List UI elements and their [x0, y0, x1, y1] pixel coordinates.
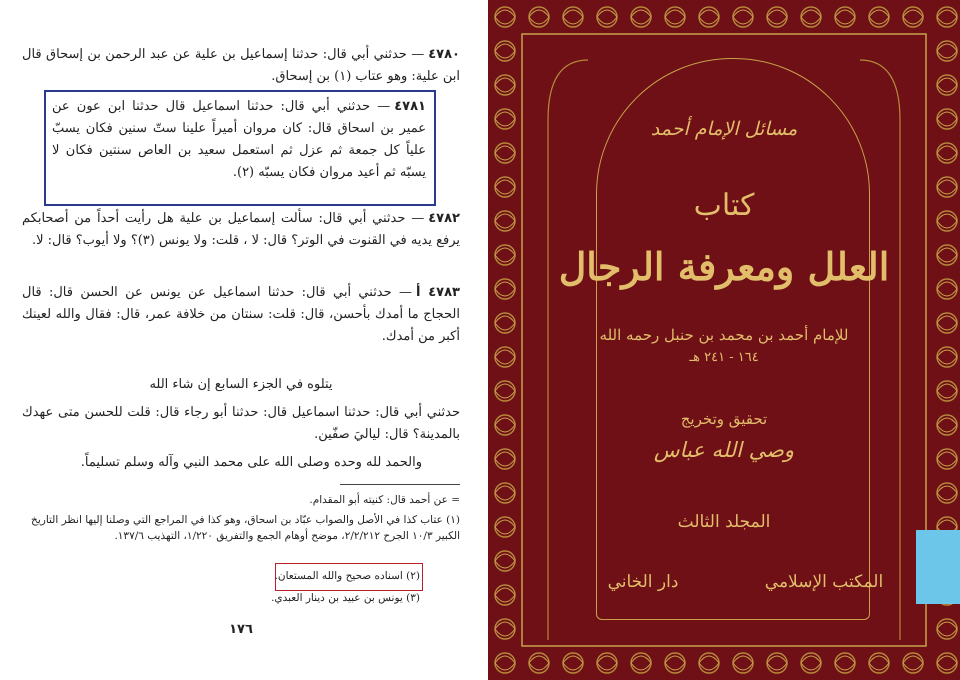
closing-paragraph: حدثني أبي قال: حدثنا اسماعيل قال: حدثنا أبو رجاء قال: قلت للحسن متى عهدك بالمدينة؟ قال: لياليَ صفّين.: [22, 405, 460, 442]
section-heading: يتلوه في الجزء السابع إن شاء الله: [149, 377, 333, 392]
footnote-2: (٢) اسناده صحيح والله المستعان.: [274, 570, 420, 582]
hadith-text: — حدثني أبي قال: حدثنا اسماعيل عن يونس عن الحسن قال: قال الحجاج ما أمدك بأحسن، قال: قلت: سنتان من خلافة عمر، قال: فقال والله لعينك أكبر من أمدك.: [22, 285, 460, 344]
cover-editor: وصي الله عباس: [653, 438, 795, 462]
cover-volume: المجلد الثالث: [677, 512, 771, 532]
hadith-number: ٤٧٨١: [394, 99, 426, 114]
paragraph-4783: [22, 282, 460, 348]
hadith-number: ٤٧٨٢: [428, 211, 460, 226]
cover-tahqiq: تحقيق وتخريج: [680, 410, 768, 428]
cover-publisher-right: المكتب الإسلامي: [764, 572, 884, 592]
footnote-separator: [340, 484, 460, 485]
hadith-number: ٤٧٨٠: [428, 47, 460, 62]
paragraph-4780: [22, 44, 460, 88]
cover-series: مسائل الإمام أحمد: [650, 118, 798, 140]
cover-author: للإمام أحمد بن محمد بن حنبل رحمه الله: [599, 326, 849, 344]
hadith-text: — حدثني أبي قال: حدثنا اسماعيل قال حدثنا ابن عون عن عمير بن اسحاق قال: كان مروان أميراً علينا ستّ سنين فكان يسبّ علياً كل جمعة ثم عزل ثم استعمل سعيد بن العاص سنتين فكان لا يسبّه ثم أعيد مروان فكان يسبّه (٢).: [52, 99, 426, 180]
paragraph-4782: [22, 208, 460, 252]
hadith-number: ٤٧٨٣ أ: [416, 285, 460, 300]
closing-line: والحمد لله وحده وصلى الله على محمد النبي وآله وسلم تسليماً.: [80, 455, 422, 470]
cover-kitab: كتاب: [693, 188, 755, 223]
cover-title: العلل ومعرفة الرجال: [558, 244, 890, 289]
hadith-text: — حدثني أبي قال: حدثنا إسماعيل بن علية عن عبد الرحمن بن إسحاق قال ابن علية: وهو عتاب (١) بن إسحاق.: [22, 47, 460, 84]
footnote-1: (١) عتاب كذا في الأصل والصواب عبّاد بن اسحاق، وهو كذا في المراجع التي وصلنا إليها انظر التاريخ الكبير ١٠/٣ الجرح ٢/٢/٢١٢، موضح أوهام الجمع والتفريق ١/٢٢٠، التهذيب ١٣٧/٦.: [31, 514, 460, 542]
page-number: ١٧٦: [229, 622, 253, 637]
paragraph-4781: [52, 96, 426, 184]
cover-dates: ١٦٤ - ٢٤١ هـ: [689, 350, 759, 365]
footnote-continuation: = عن أحمد قال: كنيته أبو المقدام.: [309, 494, 460, 506]
hadith-text: — حدثني أبي قال: سألت إسماعيل بن علية هل رأيت أحداً من أصحابكم يرفع يديه في القنوت في الوتر؟ قال: لا ، قلت: ولا يونس (٣)؟ ولا أيوب؟ قال: لا.: [22, 211, 460, 248]
cover-publisher-left: دار الخاني: [607, 572, 679, 592]
book-cover: [488, 0, 960, 680]
blue-sticky-tab: [916, 530, 960, 604]
footnote-3: (٣) يونس بن عبيد بن دينار العبدي.: [271, 592, 420, 604]
